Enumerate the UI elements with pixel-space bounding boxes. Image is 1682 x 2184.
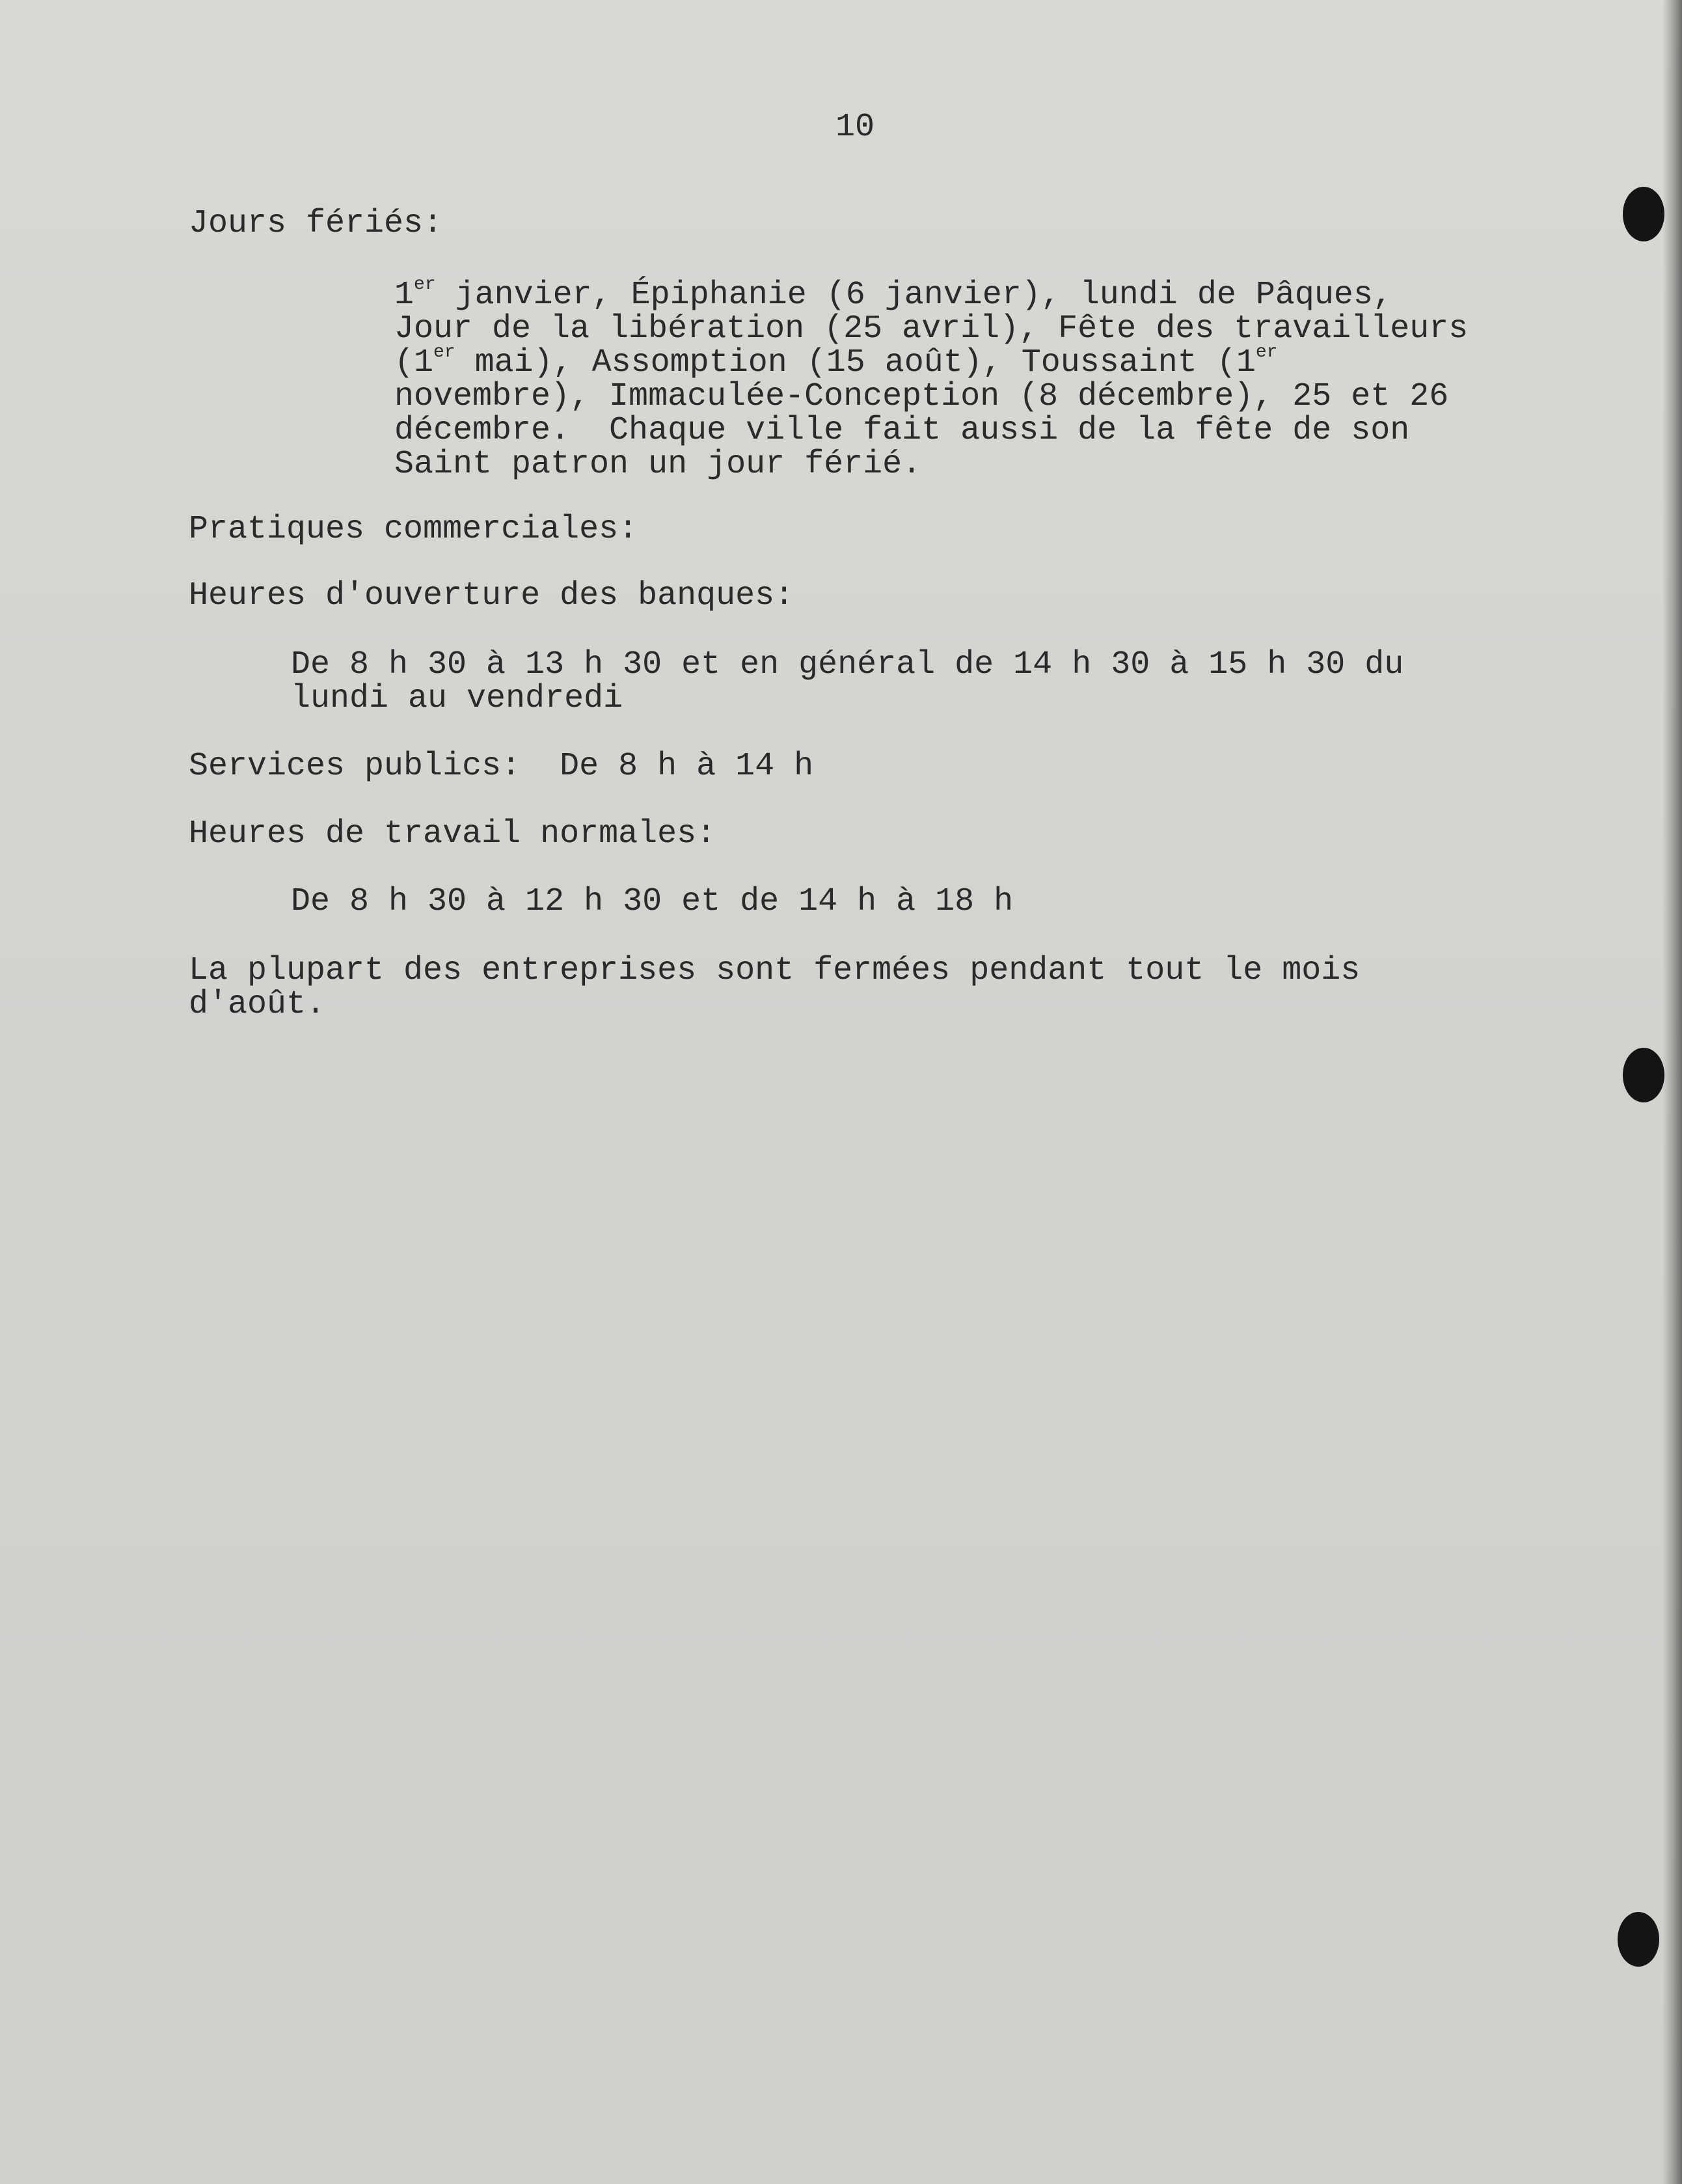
page-number: 10: [835, 109, 875, 146]
bank-hours-line: lundi au vendredi: [291, 680, 623, 717]
punch-hole-bottom: [1618, 1912, 1659, 1967]
work-hours-heading: Heures de travail normales:: [189, 815, 716, 853]
punch-hole-top: [1623, 187, 1664, 241]
pratiques-commerciales-heading: Pratiques commerciales:: [189, 511, 638, 548]
holidays-line: Saint patron un jour férié.: [394, 446, 922, 483]
holidays-line: 1er janvier, Épiphanie (6 janvier), lundi de Pâques,: [394, 275, 1392, 314]
holidays-line: Jour de la libération (25 avril), Fête des travailleurs: [394, 310, 1469, 348]
bank-hours-line: De 8 h 30 à 13 h 30 et en général de 14 h 30 à 15 h 30 du: [291, 646, 1404, 683]
holidays-line: novembre), Immaculée-Conception (8 décembre), 25 et 26: [394, 378, 1449, 415]
jours-feries-heading: Jours fériés:: [189, 205, 443, 242]
punch-hole-middle: [1623, 1048, 1664, 1102]
work-hours-line: De 8 h 30 à 12 h 30 et de 14 h à 18 h: [291, 883, 1014, 920]
bank-hours-heading: Heures d'ouverture des banques:: [189, 577, 794, 614]
holidays-line: (1er mai), Assomption (15 août), Toussaint (1er: [394, 342, 1278, 381]
holidays-line: décembre. Chaque ville fait aussi de la fête de son: [394, 412, 1410, 449]
public-services-hours: Services publics: De 8 h à 14 h: [189, 748, 814, 785]
page-edge-shadow: [1662, 0, 1682, 2184]
businesses-closed-line: La plupart des entreprises sont fermées pendant tout le mois: [189, 952, 1361, 989]
businesses-closed-line: d'août.: [189, 986, 326, 1023]
